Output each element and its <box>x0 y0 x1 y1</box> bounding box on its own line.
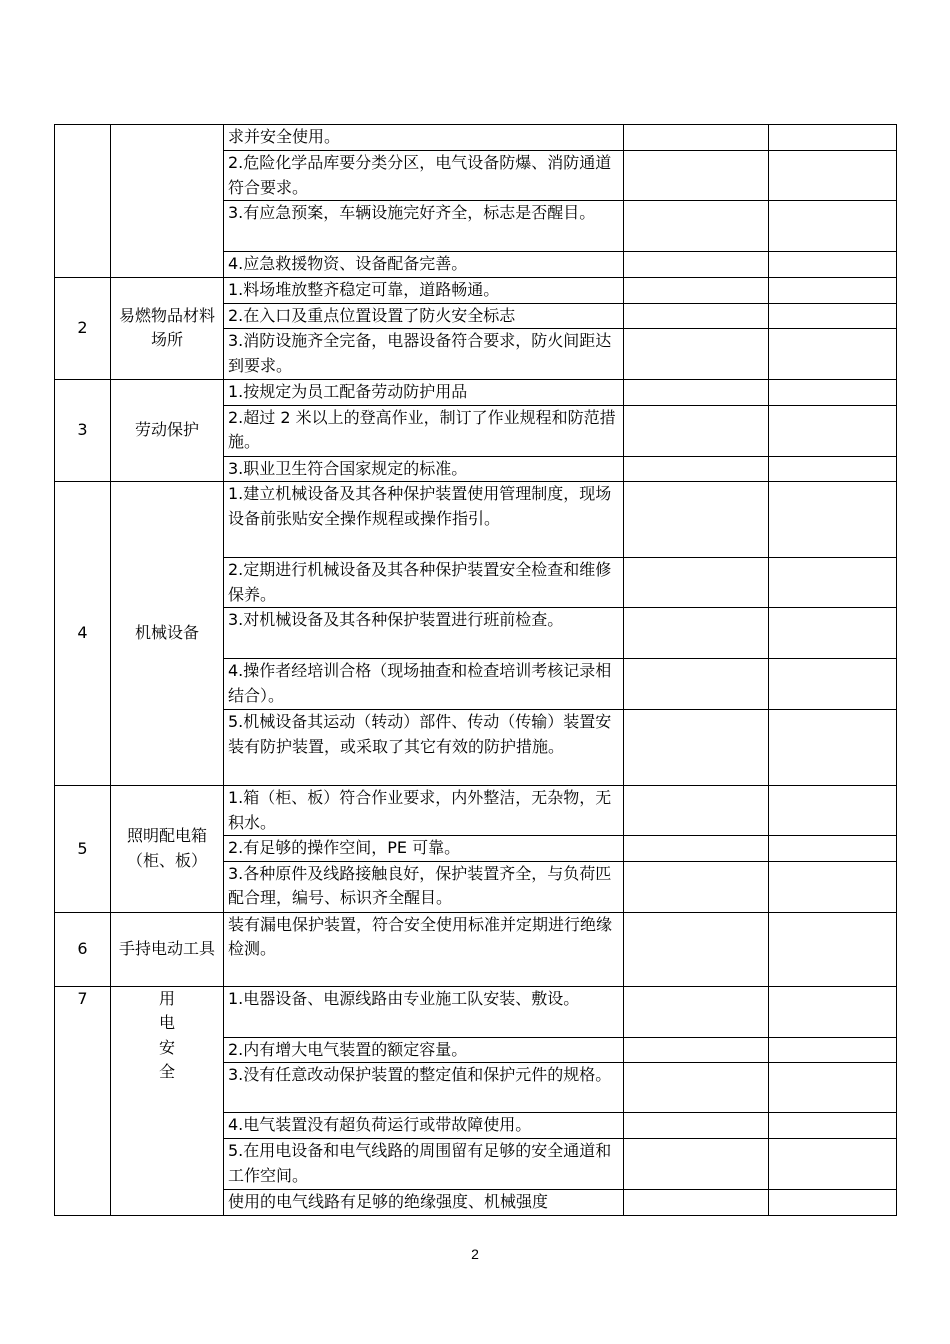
result-cell <box>624 1113 769 1139</box>
remark-cell <box>769 1139 897 1190</box>
check-content: 2.内有增大电气装置的额定容量。 <box>224 1037 624 1063</box>
check-content: 2.有足够的操作空间，PE 可靠。 <box>224 836 624 862</box>
check-content: 1.电器设备、电源线路由专业施工队安装、敷设。 <box>224 986 624 1037</box>
item-category: 照明配电箱（柜、板） <box>111 786 224 913</box>
result-cell <box>624 277 769 303</box>
table-row <box>55 277 897 303</box>
result-cell <box>624 482 769 558</box>
result-cell <box>624 558 769 608</box>
item-number: 2 <box>55 277 111 380</box>
result-cell <box>624 786 769 836</box>
item-category: 易燃物品材料场所 <box>111 277 224 380</box>
table-row <box>55 482 897 558</box>
remark-cell <box>769 456 897 482</box>
remark-cell <box>769 1063 897 1113</box>
result-cell <box>624 836 769 862</box>
remark-cell <box>769 608 897 659</box>
remark-cell <box>769 125 897 151</box>
remark-cell <box>769 1190 897 1216</box>
check-content: 2.定期进行机械设备及其各种保护装置安全检查和维修保养。 <box>224 558 624 608</box>
remark-cell <box>769 1037 897 1063</box>
remark-cell <box>769 986 897 1037</box>
remark-cell <box>769 151 897 201</box>
result-cell <box>624 912 769 986</box>
item-category <box>111 986 224 1215</box>
remark-cell <box>769 710 897 786</box>
table-row <box>55 912 897 986</box>
check-content: 2.危险化学品库要分类分区，电气设备防爆、消防通道符合要求。 <box>224 151 624 201</box>
item-number: 6 <box>55 912 111 986</box>
result-cell <box>624 1037 769 1063</box>
remark-cell <box>769 836 897 862</box>
remark-cell <box>769 786 897 836</box>
check-content: 5.在用电设备和电气线路的周围留有足够的安全通道和工作空间。 <box>224 1139 624 1190</box>
remark-cell <box>769 201 897 252</box>
item-number <box>55 125 111 278</box>
remark-cell <box>769 912 897 986</box>
result-cell <box>624 710 769 786</box>
item-category: 劳动保护 <box>111 380 224 482</box>
item-number: 5 <box>55 786 111 913</box>
item-number: 3 <box>55 380 111 482</box>
check-content: 4.电气装置没有超负荷运行或带故障使用。 <box>224 1113 624 1139</box>
check-content: 2.在入口及重点位置设置了防火安全标志 <box>224 303 624 329</box>
check-content: 3.对机械设备及其各种保护装置进行班前检查。 <box>224 608 624 659</box>
item-number: 4 <box>55 482 111 786</box>
remark-cell <box>769 482 897 558</box>
result-cell <box>624 380 769 406</box>
check-content: 3.没有任意改动保护装置的整定值和保护元件的规格。 <box>224 1063 624 1113</box>
check-content: 4.操作者经培训合格（现场抽查和检查培训考核记录相结合）。 <box>224 659 624 710</box>
check-content: 3.有应急预案，车辆设施完好齐全，标志是否醒目。 <box>224 201 624 252</box>
item-category <box>111 125 224 278</box>
check-content: 1.建立机械设备及其各种保护装置使用管理制度，现场设备前张贴安全操作规程或操作指引。 <box>224 482 624 558</box>
check-content: 2.超过 2 米以上的登高作业，制订了作业规程和防范措施。 <box>224 405 624 456</box>
check-content: 1.箱（柜、板）符合作业要求，内外整洁，无杂物，无积水。 <box>224 786 624 836</box>
result-cell <box>624 201 769 252</box>
inspection-table <box>54 124 897 1216</box>
result-cell <box>624 405 769 456</box>
remark-cell <box>769 277 897 303</box>
result-cell <box>624 303 769 329</box>
check-content: 1.料场堆放整齐稳定可靠，道路畅通。 <box>224 277 624 303</box>
remark-cell <box>769 303 897 329</box>
check-content: 3.职业卫生符合国家规定的标准。 <box>224 456 624 482</box>
remark-cell <box>769 558 897 608</box>
result-cell <box>624 252 769 278</box>
remark-cell <box>769 380 897 406</box>
remark-cell <box>769 1113 897 1139</box>
page-number: 2 <box>471 1246 479 1262</box>
remark-cell <box>769 861 897 912</box>
check-content: 3.消防设施齐全完备，电器设备符合要求，防火间距达到要求。 <box>224 329 624 380</box>
result-cell <box>624 125 769 151</box>
check-content: 求并安全使用。 <box>224 125 624 151</box>
result-cell <box>624 329 769 380</box>
result-cell <box>624 1190 769 1216</box>
remark-cell <box>769 405 897 456</box>
check-content: 4.应急救援物资、设备配备完善。 <box>224 252 624 278</box>
result-cell <box>624 151 769 201</box>
check-content: 1.按规定为员工配备劳动防护用品 <box>224 380 624 406</box>
check-content: 使用的电气线路有足够的绝缘强度、机械强度 <box>224 1190 624 1216</box>
result-cell <box>624 861 769 912</box>
item-number: 7 <box>55 986 111 1215</box>
item-category: 机械设备 <box>111 482 224 786</box>
check-content: 5.机械设备其运动（转动）部件、传动（传输）装置安装有防护装置，或采取了其它有效的防护措施。 <box>224 710 624 786</box>
check-content: 装有漏电保护装置，符合安全使用标准并定期进行绝缘检测。 <box>224 912 624 986</box>
table-row <box>55 986 897 1037</box>
result-cell <box>624 659 769 710</box>
table-row <box>55 380 897 406</box>
table-row <box>55 125 897 151</box>
result-cell <box>624 608 769 659</box>
result-cell <box>624 1063 769 1113</box>
remark-cell <box>769 659 897 710</box>
remark-cell <box>769 252 897 278</box>
item-category-text: 用电安全 <box>158 988 175 1081</box>
table-row <box>55 786 897 836</box>
remark-cell <box>769 329 897 380</box>
result-cell <box>624 456 769 482</box>
item-category: 手持电动工具 <box>111 912 224 986</box>
result-cell <box>624 986 769 1037</box>
result-cell <box>624 1139 769 1190</box>
check-content: 3.各种原件及线路接触良好，保护装置齐全，与负荷匹配合理，编号、标识齐全醒目。 <box>224 861 624 912</box>
